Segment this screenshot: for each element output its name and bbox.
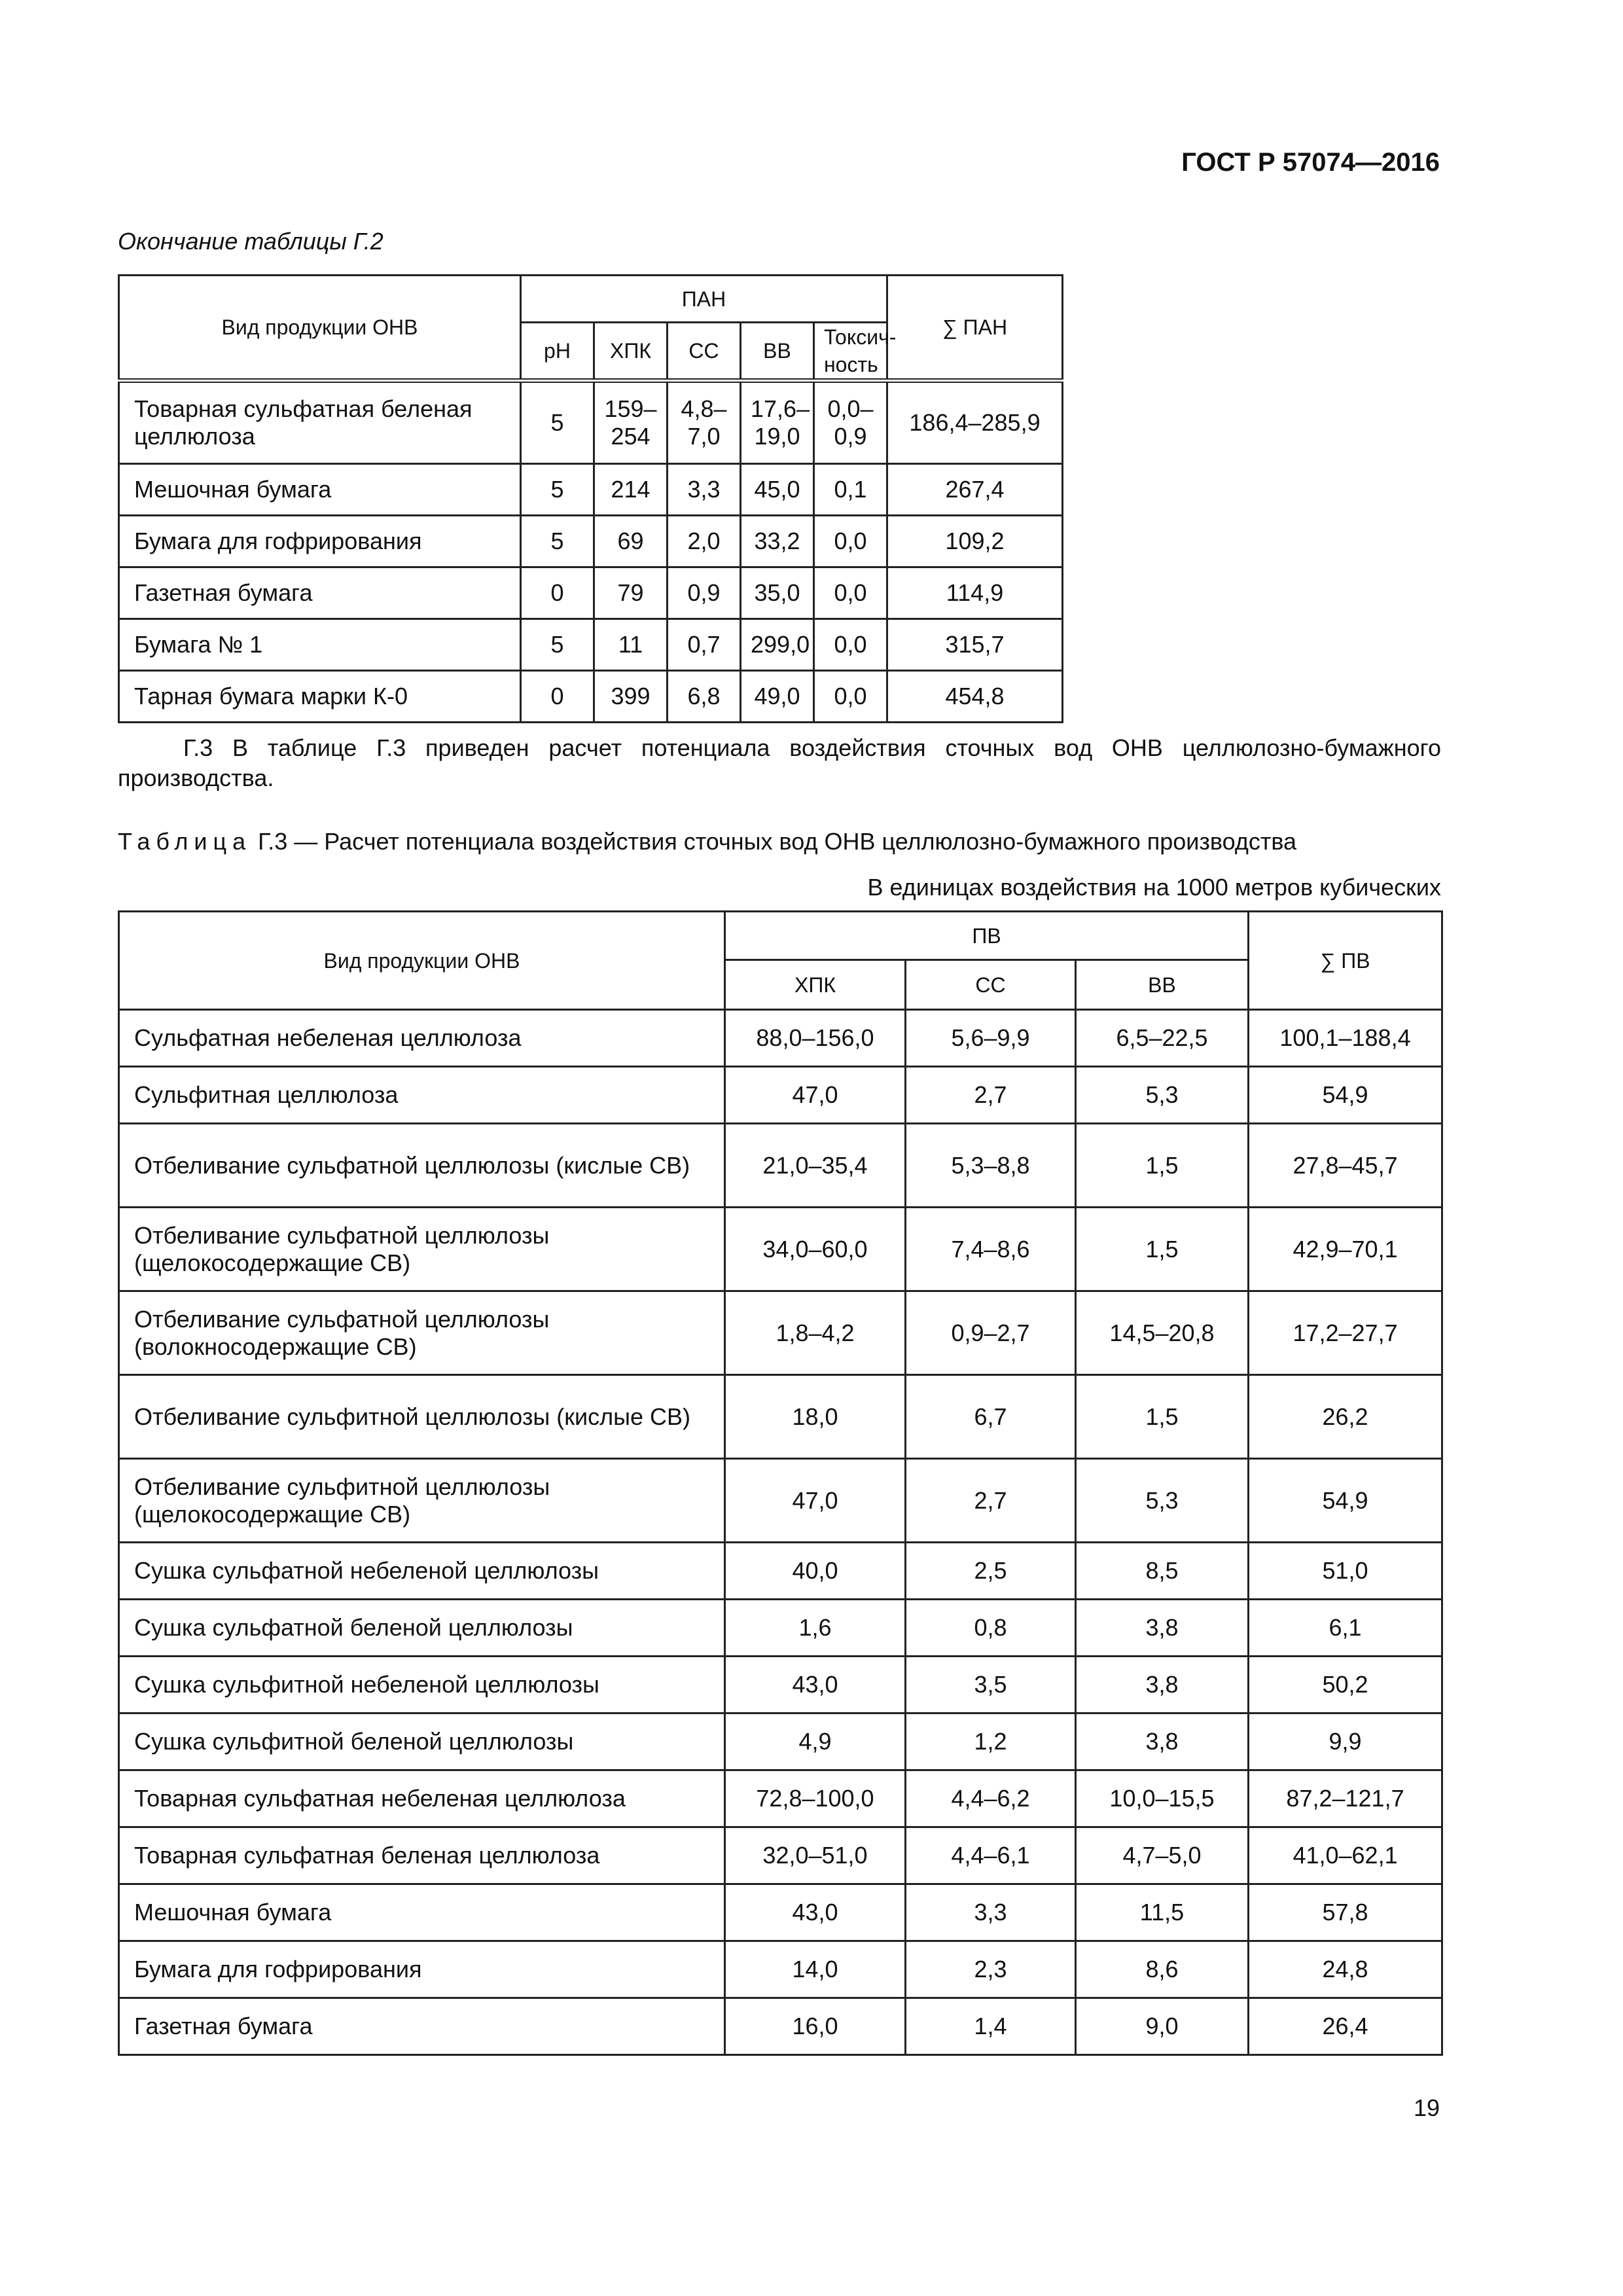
table-cell: 0 xyxy=(521,567,594,619)
table-cell: 27,8–45,7 xyxy=(1249,1124,1442,1208)
table-cell: 454,8 xyxy=(887,671,1063,723)
table-cell: 5 xyxy=(521,464,594,516)
table-cell: 69 xyxy=(594,516,668,567)
table-g3-title-text: Г.3 — Расчет потенциала воздействия сточных вод ОНВ целлюлозно-бумажного производства xyxy=(251,828,1297,855)
table-cell: 2,3 xyxy=(906,1941,1076,1998)
table-cell-product: Бумага для гофрирования xyxy=(119,1941,725,1998)
table-cell: 6,1 xyxy=(1249,1600,1442,1657)
table-cell: 214 xyxy=(594,464,668,516)
table-cell: 0,8 xyxy=(906,1600,1076,1657)
table-cell: 5 xyxy=(521,516,594,567)
table-cell: 51,0 xyxy=(1249,1543,1442,1600)
table-cell: 4,4–6,1 xyxy=(906,1827,1076,1884)
table-cell: 9,9 xyxy=(1249,1713,1442,1770)
table-cell: 1,2 xyxy=(906,1713,1076,1770)
table-cell: 43,0 xyxy=(725,1884,906,1941)
table-g2 xyxy=(118,274,1623,723)
table-cell: 315,7 xyxy=(887,619,1063,671)
table-g3-header-product: Вид продукции ОНВ xyxy=(119,912,725,1010)
table-cell: 47,0 xyxy=(725,1459,906,1543)
table-cell: 1,5 xyxy=(1076,1124,1249,1208)
table-cell-product: Отбеливание сульфитной целлюлозы (щелокосодержащие СВ) xyxy=(119,1459,725,1543)
table-cell: 8,5 xyxy=(1076,1543,1249,1600)
table-cell: 1,5 xyxy=(1076,1375,1249,1459)
table-cell: 0,0 xyxy=(814,619,887,671)
table-row xyxy=(119,464,1623,516)
table-cell-product: Товарная сульфатная небеленая целлюлоза xyxy=(119,1770,725,1827)
table-cell: 3,5 xyxy=(906,1657,1076,1713)
table-cell: 17,6–19,0 xyxy=(741,381,814,464)
table-cell-product: Газетная бумага xyxy=(119,1998,725,2055)
table-cell: 5 xyxy=(521,381,594,464)
table-g2-header-col: СС xyxy=(668,323,741,381)
table-row xyxy=(119,1998,1442,2055)
table-row xyxy=(119,1010,1442,1067)
table-g3-header-group: ПВ xyxy=(725,912,1249,960)
table-cell: 40,0 xyxy=(725,1543,906,1600)
table-cell: 4,9 xyxy=(725,1713,906,1770)
table-cell: 159–254 xyxy=(594,381,668,464)
table-cell: 2,0 xyxy=(668,516,741,567)
table-cell: 5 xyxy=(521,619,594,671)
table-cell-product: Отбеливание сульфатной целлюлозы (кислые СВ) xyxy=(119,1124,725,1208)
table-cell: 0,0 xyxy=(814,671,887,723)
table-cell: 2,5 xyxy=(906,1543,1076,1600)
table-row xyxy=(119,1543,1442,1600)
table-cell: 0,9 xyxy=(668,567,741,619)
table-cell: 87,2–121,7 xyxy=(1249,1770,1442,1827)
table-cell: 8,6 xyxy=(1076,1941,1249,1998)
table-cell: 43,0 xyxy=(725,1657,906,1713)
table-cell-product: Бумага № 1 xyxy=(119,619,521,671)
table-cell: 4,4–6,2 xyxy=(906,1770,1076,1827)
table-row xyxy=(119,1827,1442,1884)
table-cell: 4,7–5,0 xyxy=(1076,1827,1249,1884)
table-cell: 0,9–2,7 xyxy=(906,1291,1076,1375)
table-cell: 5,3 xyxy=(1076,1067,1249,1124)
table-row xyxy=(119,1375,1442,1459)
table-g3-title-prefix: Таблица xyxy=(118,828,252,855)
table-cell: 2,7 xyxy=(906,1459,1076,1543)
table-g2-header-col: pH xyxy=(521,323,594,381)
table-g3-header-col: СС xyxy=(906,960,1076,1010)
table-cell-product: Мешочная бумага xyxy=(119,464,521,516)
table-row xyxy=(119,1208,1442,1291)
table-g2-header-group: ПАН xyxy=(521,276,887,323)
table-g2-header-col: ХПК xyxy=(594,323,668,381)
table-cell: 3,3 xyxy=(906,1884,1076,1941)
table-cell: 3,3 xyxy=(668,464,741,516)
table-row xyxy=(119,1884,1442,1941)
table-row xyxy=(119,671,1623,723)
table-cell: 35,0 xyxy=(741,567,814,619)
table-cell: 109,2 xyxy=(887,516,1063,567)
table-cell: 54,9 xyxy=(1249,1459,1442,1543)
table-cell: 26,2 xyxy=(1249,1375,1442,1459)
table-cell: 6,8 xyxy=(668,671,741,723)
table-cell: 0,0 xyxy=(814,567,887,619)
table-cell: 18,0 xyxy=(725,1375,906,1459)
table-g2-continuation-caption: Окончание таблицы Г.2 xyxy=(118,228,383,255)
table-cell: 26,4 xyxy=(1249,1998,1442,2055)
table-g2-header-row xyxy=(119,276,1623,323)
table-cell: 6,5–22,5 xyxy=(1076,1010,1249,1067)
table-g3-header-row xyxy=(119,912,1442,960)
table-cell: 72,8–100,0 xyxy=(725,1770,906,1827)
table-cell: 57,8 xyxy=(1249,1884,1442,1941)
table-g2-header-product: Вид продукции ОНВ xyxy=(119,276,521,381)
table-g3-header-total: ∑ ПВ xyxy=(1249,912,1442,1010)
table-cell: 14,0 xyxy=(725,1941,906,1998)
table-cell: 41,0–62,1 xyxy=(1249,1827,1442,1884)
table-cell: 49,0 xyxy=(741,671,814,723)
table-g2-header-total: ∑ ПАН xyxy=(887,276,1063,381)
table-cell: 0,7 xyxy=(668,619,741,671)
table-row xyxy=(119,1067,1442,1124)
table-cell: 79 xyxy=(594,567,668,619)
table-g2-header-col: Токсич-ность xyxy=(814,323,887,381)
table-row xyxy=(119,381,1623,464)
table-cell-product: Сушка сульфатной беленой целлюлозы xyxy=(119,1600,725,1657)
table-cell: 299,0 xyxy=(741,619,814,671)
table-cell: 0 xyxy=(521,671,594,723)
document-code: ГОСТ Р 57074—2016 xyxy=(1181,148,1440,177)
table-cell: 1,6 xyxy=(725,1600,906,1657)
table-cell: 399 xyxy=(594,671,668,723)
table-cell: 100,1–188,4 xyxy=(1249,1010,1442,1067)
table-cell: 114,9 xyxy=(887,567,1063,619)
table-cell: 267,4 xyxy=(887,464,1063,516)
table-cell: 10,0–15,5 xyxy=(1076,1770,1249,1827)
table-cell: 6,7 xyxy=(906,1375,1076,1459)
table-cell-product: Сульфитная целлюлоза xyxy=(119,1067,725,1124)
table-cell: 34,0–60,0 xyxy=(725,1208,906,1291)
table-cell-product: Сушка сульфитной небеленой целлюлозы xyxy=(119,1657,725,1713)
table-row xyxy=(119,1291,1442,1375)
table-cell: 88,0–156,0 xyxy=(725,1010,906,1067)
table-cell: 54,9 xyxy=(1249,1067,1442,1124)
table-cell: 33,2 xyxy=(741,516,814,567)
table-g2-header-col: ВВ xyxy=(741,323,814,381)
table-cell: 1,8–4,2 xyxy=(725,1291,906,1375)
table-row xyxy=(119,1941,1442,1998)
table-cell: 0,0 xyxy=(814,516,887,567)
table-cell-product: Отбеливание сульфитной целлюлозы (кислые СВ) xyxy=(119,1375,725,1459)
table-cell: 9,0 xyxy=(1076,1998,1249,2055)
table-cell: 7,4–8,6 xyxy=(906,1208,1076,1291)
table-cell-product: Бумага для гофрирования xyxy=(119,516,521,567)
table-cell: 5,6–9,9 xyxy=(906,1010,1076,1067)
table-cell-product: Товарная сульфатная беленая целлюлоза xyxy=(119,1827,725,1884)
table-row xyxy=(119,1713,1442,1770)
table-cell: 1,5 xyxy=(1076,1208,1249,1291)
table-cell: 0,0–0,9 xyxy=(814,381,887,464)
table-cell: 21,0–35,4 xyxy=(725,1124,906,1208)
table-cell: 0,1 xyxy=(814,464,887,516)
table-cell: 14,5–20,8 xyxy=(1076,1291,1249,1375)
table-g3-header-col: ХПК xyxy=(725,960,906,1010)
table-cell: 5,3–8,8 xyxy=(906,1124,1076,1208)
table-row xyxy=(119,1770,1442,1827)
table-row xyxy=(119,1124,1442,1208)
table-cell-product: Мешочная бумага xyxy=(119,1884,725,1941)
table-cell: 4,8–7,0 xyxy=(668,381,741,464)
table-cell: 3,8 xyxy=(1076,1713,1249,1770)
table-cell-product: Сушка сульфатной небеленой целлюлозы xyxy=(119,1543,725,1600)
table-cell-product: Сушка сульфитной беленой целлюлозы xyxy=(119,1713,725,1770)
table-cell: 42,9–70,1 xyxy=(1249,1208,1442,1291)
table-cell: 11 xyxy=(594,619,668,671)
table-cell: 3,8 xyxy=(1076,1600,1249,1657)
table-row xyxy=(119,1657,1442,1713)
table-g3-title xyxy=(118,828,1296,855)
table-cell: 32,0–51,0 xyxy=(725,1827,906,1884)
table-cell-product: Отбеливание сульфатной целлюлозы (волокносодержащие СВ) xyxy=(119,1291,725,1375)
table-cell: 45,0 xyxy=(741,464,814,516)
table-row xyxy=(119,567,1623,619)
table-cell: 16,0 xyxy=(725,1998,906,2055)
table-cell: 5,3 xyxy=(1076,1459,1249,1543)
table-cell: 24,8 xyxy=(1249,1941,1442,1998)
table-g3-header-col: ВВ xyxy=(1076,960,1249,1010)
table-cell: 47,0 xyxy=(725,1067,906,1124)
table-cell: 2,7 xyxy=(906,1067,1076,1124)
page-number: 19 xyxy=(1413,2094,1440,2121)
table-cell: 1,4 xyxy=(906,1998,1076,2055)
table-cell: 11,5 xyxy=(1076,1884,1249,1941)
table-row xyxy=(119,1459,1442,1543)
table-row xyxy=(119,516,1623,567)
table-cell: 186,4–285,9 xyxy=(887,381,1063,464)
table-g3 xyxy=(118,910,1443,2056)
table-row xyxy=(119,1600,1442,1657)
table-cell-product: Газетная бумага xyxy=(119,567,521,619)
table-cell: 50,2 xyxy=(1249,1657,1442,1713)
table-cell-product: Тарная бумага марки К-0 xyxy=(119,671,521,723)
table-cell: 17,2–27,7 xyxy=(1249,1291,1442,1375)
table-row xyxy=(119,619,1623,671)
table-cell: 3,8 xyxy=(1076,1657,1249,1713)
table-g3-units: В единицах воздействия на 1000 метров кубических xyxy=(867,874,1441,901)
paragraph-g3: Г.3 В таблице Г.3 приведен расчет потенциала воздействия сточных вод ОНВ целлюлозно-бумажного производства. xyxy=(118,734,1441,791)
table-cell-product: Отбеливание сульфатной целлюлозы (щелокосодержащие СВ) xyxy=(119,1208,725,1291)
table-cell-product: Сульфатная небеленая целлюлоза xyxy=(119,1010,725,1067)
table-cell-product: Товарная сульфатная беленая целлюлоза xyxy=(119,381,521,464)
